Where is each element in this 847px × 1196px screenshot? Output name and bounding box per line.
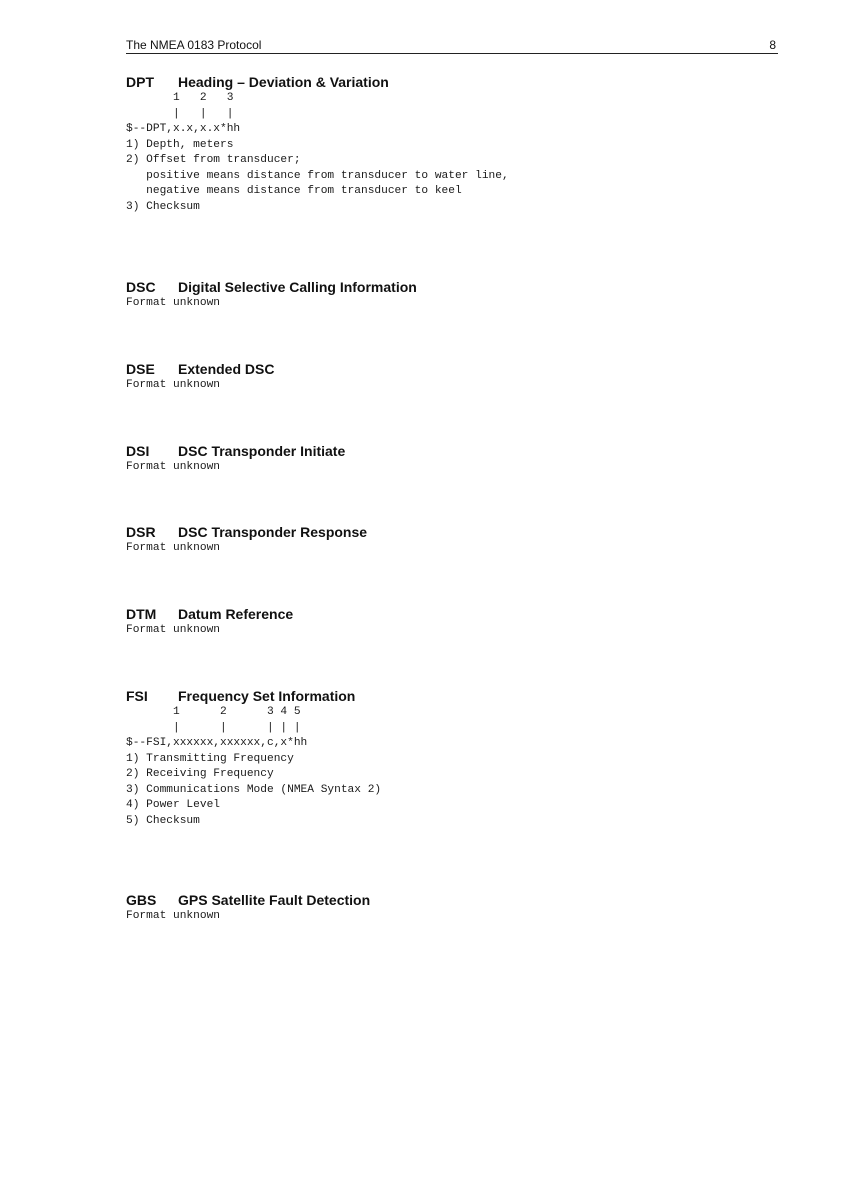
section-heading — [126, 687, 786, 705]
section-heading — [126, 891, 786, 909]
document-title: The NMEA 0183 Protocol — [126, 38, 262, 52]
sentence-code: DTM — [126, 606, 157, 622]
section-gbs — [126, 891, 786, 925]
page-number: 8 — [769, 38, 776, 52]
sentence-code: GBS — [126, 892, 157, 908]
section-heading — [126, 442, 786, 460]
sentence-code: FSI — [126, 688, 148, 704]
sentence-format-diagram: 1 2 3 4 5 | | | | | $--FSI,xxxxxx,xxxxxx,c,x*hh — [126, 706, 308, 749]
sentence-code: DSI — [126, 443, 150, 459]
section-heading — [126, 523, 786, 541]
field-descriptions: 1) Depth, meters 2) Offset from transducer; positive means distance from transducer to water line, negative means distance from transducer to keel 3) Checksum — [126, 138, 509, 213]
sentence-name: Digital Selective Calling Information — [178, 279, 417, 295]
sentence-code: DSC — [126, 279, 156, 295]
sentence-name: Extended DSC — [178, 361, 275, 377]
page-header — [126, 37, 778, 54]
format-text: Format unknown — [126, 461, 220, 473]
sentence-name: GPS Satellite Fault Detection — [178, 892, 371, 908]
sentence-code: DSR — [126, 524, 156, 540]
sentence-format-diagram: 1 2 3 | | | $--DPT,x.x,x.x*hh — [126, 92, 241, 135]
sentence-name: Datum Reference — [178, 606, 294, 622]
format-text: Format unknown — [126, 910, 220, 922]
format-text: Format unknown — [126, 624, 220, 636]
section-dtm — [126, 605, 786, 639]
section-dpt — [126, 73, 786, 215]
section-fsi — [126, 687, 786, 829]
section-heading — [126, 73, 786, 91]
sentence-name: Frequency Set Information — [178, 688, 356, 704]
section-dsr — [126, 523, 786, 557]
format-text: Format unknown — [126, 379, 220, 391]
section-dsc — [126, 278, 786, 312]
sentence-code: DPT — [126, 74, 154, 90]
section-dsi — [126, 442, 786, 476]
sentence-name: Heading – Deviation & Variation — [178, 74, 389, 90]
format-text: Format unknown — [126, 542, 220, 554]
sentence-name: DSC Transponder Response — [178, 524, 368, 540]
section-heading — [126, 278, 786, 296]
section-heading — [126, 360, 786, 378]
section-dse — [126, 360, 786, 394]
section-heading — [126, 605, 786, 623]
format-text: Format unknown — [126, 297, 220, 309]
sentence-name: DSC Transponder Initiate — [178, 443, 346, 459]
sentence-code: DSE — [126, 361, 155, 377]
field-descriptions: 1) Transmitting Frequency 2) Receiving Frequency 3) Communications Mode (NMEA Syntax 2) 4) Power Level 5) Checksum — [126, 752, 382, 827]
